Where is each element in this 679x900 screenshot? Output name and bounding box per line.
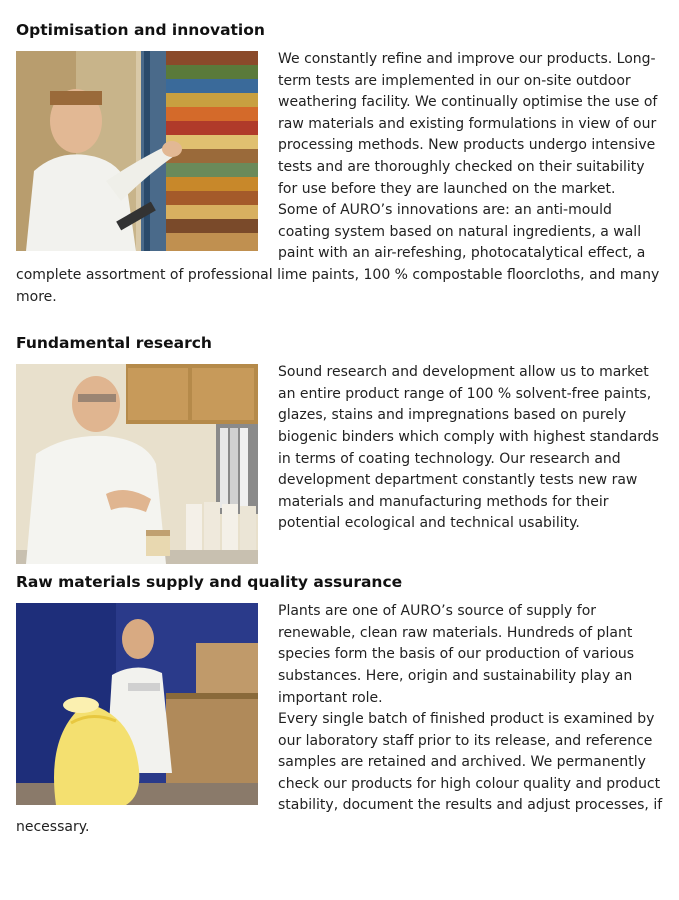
section-paragraph: Some of AURO’s innovations are: an anti-mould coating system based on natural ingredients, a wall paint with an air-refeshing, photocatalytical effect, a complete assortment of professional lime paints, 100 % compostable floorcloths, and many more. xyxy=(16,202,660,305)
article xyxy=(16,18,668,839)
section-paragraph: Sound research and development allow us to market an entire product range of 100 % solvent-free paints, glazes, stains and impregnations based on purely biogenic binders which comply with highest standards in terms of coating technology. Our research and development department constantly tests new raw materials and manufacturing methods for their potential ecological and technical usability. xyxy=(278,364,659,532)
photo-lab-researcher-icon xyxy=(16,364,258,564)
section-content xyxy=(16,362,668,566)
photo-man-with-colour-chart-icon xyxy=(16,51,258,251)
section-paragraph: We constantly refine and improve our products. Long-term tests are implemented in our on-site outdoor weathering facility. We continually optimise the use of raw materials and existing formulations in view of our processing methods. New products undergo intensive tests and are thoroughly checked on their suitability for use before they are launched on the market. xyxy=(278,51,658,197)
section-raw-materials xyxy=(16,570,668,839)
section-paragraph: Every single batch of finished product is examined by our laboratory staff prior to its release, and reference samples are retained and archived. We permanently check our products for high colour quality and product stability, document the results and adjust processes, if necessary. xyxy=(16,711,663,836)
section-title: Optimisation and innovation xyxy=(16,21,265,39)
photo-raw-materials-sample-icon xyxy=(16,603,258,805)
section-optimisation xyxy=(16,18,668,308)
section-paragraph: Plants are one of AURO’s source of supply for renewable, clean raw materials. Hundreds of plant species form the basis of our production of various substances. Here, origin and sustainability play an important role. xyxy=(278,603,635,706)
section-content xyxy=(16,601,668,839)
section-fundamental-research xyxy=(16,331,668,566)
section-title: Raw materials supply and quality assurance xyxy=(16,573,403,592)
section-content xyxy=(16,49,668,308)
section-title: Fundamental research xyxy=(16,334,212,353)
